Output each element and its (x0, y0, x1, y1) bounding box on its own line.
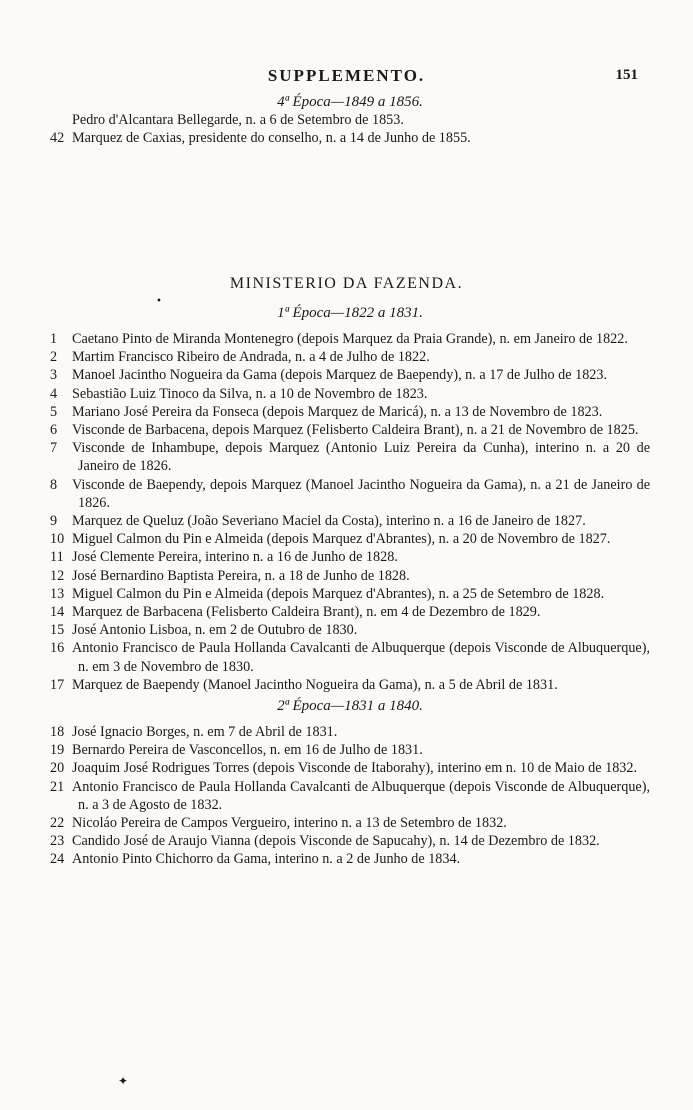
entry-number: 18 (50, 724, 65, 741)
list-entry (50, 348, 650, 366)
entry-text: Candido José de Araujo Vianna (depois Visconde de Sapucahy), n. 14 de Dezembro de 1832. (72, 833, 600, 850)
entry-number: 10 (50, 531, 65, 548)
list-entry (50, 676, 650, 694)
entry-text: Manoel Jacintho Nogueira da Gama (depois Marquez de Baependy), n. a 17 de Julho de 1823. (72, 367, 608, 384)
list-entry (50, 439, 650, 475)
list-entry (50, 814, 650, 832)
entry-number: 20 (50, 760, 65, 777)
entry-text: Antonio Pinto Chichorro da Gama, interino n. a 2 de Junho de 1834. (72, 851, 461, 868)
list-entry (50, 512, 650, 530)
entry-text: Nicoláo Pereira de Campos Vergueiro, interino n. a 13 de Setembro de 1832. (72, 815, 507, 832)
list-entry (50, 548, 650, 566)
list-entry (50, 603, 650, 621)
epoch-heading: 4ª Época—1849 a 1856. (277, 94, 423, 110)
entry-number: 17 (50, 676, 65, 693)
entry-number: 2 (50, 349, 58, 366)
page-number: 151 (615, 67, 638, 83)
entry-text: Marquez de Queluz (João Severiano Maciel da Costa), interino n. a 16 de Janeiro de 1827. (72, 513, 586, 530)
entry-text: Visconde de Barbacena, depois Marquez (Felisberto Caldeira Brant), n. a 21 de Novembro de 1825. (72, 422, 639, 439)
entry-number: 23 (50, 833, 65, 850)
entry-text: Marquez de Barbacena (Felisberto Caldeira Brant), n. em 4 de Dezembro de 1829. (72, 604, 541, 621)
entry-number: 6 (50, 422, 58, 439)
list-entry (50, 850, 650, 868)
entry-text: Caetano Pinto de Miranda Montenegro (depois Marquez da Praia Grande), n. em Janeiro de 1822. (72, 331, 628, 347)
list-entry (50, 639, 650, 675)
entries-list-epoch-1 (50, 330, 650, 694)
entry-text: Mariano José Pereira da Fonseca (depois Marquez de Maricá), n. a 13 de Novembro de 1823. (72, 403, 603, 420)
entry-text: José Bernardino Baptista Pereira, n. a 18 de Junho de 1828. (72, 567, 410, 584)
entry-text: José Ignacio Borges, n. em 7 de Abril de 1831. (72, 724, 338, 741)
entry-number: 11 (50, 549, 64, 566)
list-entry (50, 567, 650, 585)
entry-number: 21 (50, 778, 65, 795)
list-entry (50, 129, 650, 147)
list-entry (50, 621, 650, 639)
entry-text: Antonio Francisco de Paula Hollanda Cavalcanti de Albuquerque (depois Visconde de Albuquerque), n. em 3 de Novembro de 1830. (72, 640, 650, 675)
list-entry (50, 403, 650, 421)
entry-number: 12 (50, 567, 65, 584)
entry-text: Bernardo Pereira de Vasconcellos, n. em 16 de Julho de 1831. (72, 742, 423, 759)
list-entry (50, 530, 650, 548)
entry-text: Sebastião Luiz Tinoco da Silva, n. a 10 de Novembro de 1823. (72, 385, 428, 402)
list-entry (50, 759, 650, 777)
list-entry (50, 741, 650, 759)
entry-number: 14 (50, 604, 65, 621)
entry-text: Miguel Calmon du Pin e Almeida (depois Marquez d'Abrantes), n. a 25 de Setembro de 1828. (72, 585, 605, 602)
previous-section (50, 94, 650, 147)
entry-number: 42 (50, 130, 65, 147)
list-entry (50, 778, 650, 814)
entry-number: 22 (50, 815, 65, 832)
entry-text: José Antonio Lisboa, n. em 2 de Outubro de 1830. (72, 622, 358, 639)
list-entry (50, 832, 650, 850)
entry-text: José Clemente Pereira, interino n. a 16 de Junho de 1828. (72, 549, 398, 566)
section-title: MINISTERIO DA FAZENDA. (229, 275, 464, 292)
running-header: SUPPLEMENTO. (267, 66, 426, 85)
list-entry (50, 476, 650, 512)
entries-list-epoch-2 (50, 723, 650, 869)
list-entry (50, 385, 650, 403)
entry-text: Visconde de Baependy, depois Marquez (Manoel Jacintho Nogueira da Gama), n. a 21 de Janeiro de 1826. (72, 476, 650, 511)
entry-text: Visconde de Inhambupe, depois Marquez (Antonio Luiz Pereira da Cunha), interino n. a 20 de Janeiro de 1826. (72, 440, 650, 475)
entry-number: 24 (50, 851, 65, 868)
entry-text: Marquez de Baependy (Manoel Jacintho Nogueira da Gama), n. a 5 de Abril de 1831. (72, 676, 558, 693)
print-speck: • (156, 296, 162, 307)
entry-number: 9 (50, 513, 58, 530)
entry-number: 8 (50, 476, 58, 493)
entry-number: 4 (50, 385, 58, 402)
epoch-heading-1: 1ª Época—1822 a 1831. (277, 305, 423, 321)
entry-text: Martim Francisco Ribeiro de Andrada, n. a 4 de Julho de 1822. (72, 349, 430, 366)
entry-text: Joaquim José Rodrigues Torres (depois Visconde de Itaborahy), interino em n. 10 de Maio de 1832. (72, 760, 638, 777)
epoch-heading-2: 2ª Época—1831 a 1840. (277, 698, 423, 715)
entry-text: Marquez de Caxias, presidente do conselho, n. a 14 de Junho de 1855. (72, 130, 471, 147)
entry-number: 7 (50, 440, 58, 457)
print-speck: ✦ (118, 1074, 129, 1088)
entry-number: 16 (50, 640, 65, 657)
entry-number: 5 (50, 403, 58, 420)
entry-number: 3 (50, 367, 58, 384)
list-entry (50, 111, 650, 129)
list-entry (50, 723, 650, 741)
entry-text: Pedro d'Alcantara Bellegarde, n. a 6 de Setembro de 1853. (72, 112, 404, 128)
entry-number: 19 (50, 742, 65, 759)
entry-number: 15 (50, 622, 65, 639)
list-entry (50, 421, 650, 439)
entry-number: 13 (50, 585, 65, 602)
entry-text: Miguel Calmon du Pin e Almeida (depois Marquez d'Abrantes), n. a 20 de Novembro de 1827. (72, 531, 611, 548)
list-entry (50, 366, 650, 384)
list-entry (50, 585, 650, 603)
section-body (50, 305, 650, 869)
list-entry (50, 330, 650, 348)
previous-entries-list (50, 111, 650, 147)
entry-text: Antonio Francisco de Paula Hollanda Cavalcanti de Albuquerque (depois Visconde de Albuquerque), n. a 3 de Agosto de 1832. (72, 778, 650, 813)
entry-number: 1 (50, 331, 58, 347)
